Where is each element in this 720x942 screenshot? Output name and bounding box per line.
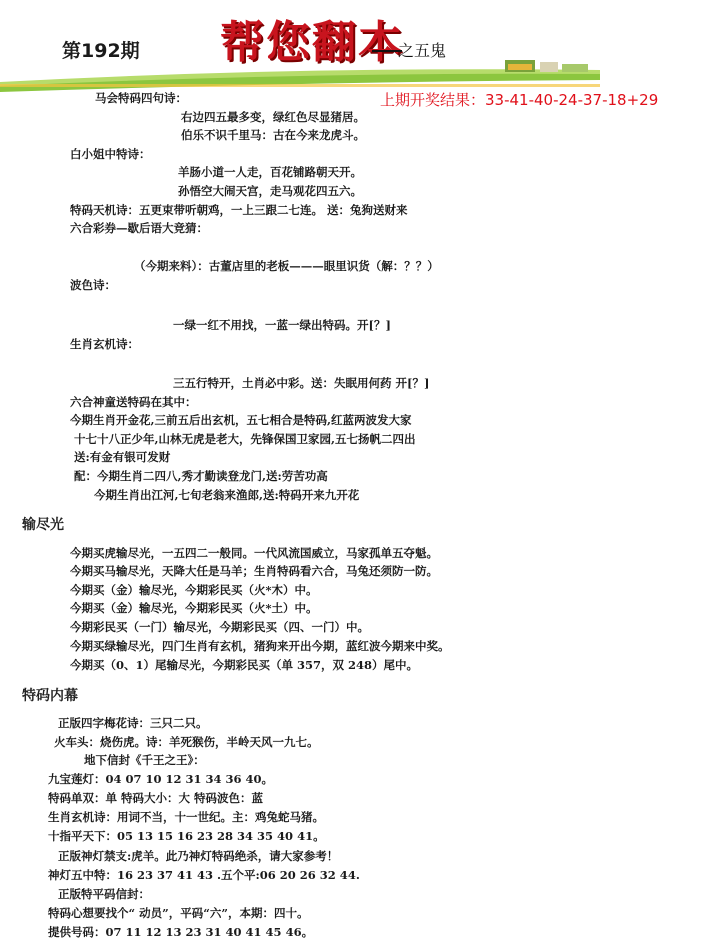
- text-line: 生肖玄机诗：用词不当，十一世纪。主：鸡兔蛇马猪。: [48, 810, 324, 824]
- text-line: 白小姐中特诗：: [70, 147, 151, 161]
- page-title: 帮您翻本: [220, 17, 404, 68]
- text-line: 今期彩民买（一门）输尽光，今期彩民买（四、一门）中。: [70, 620, 369, 634]
- text-line: 正版四字梅花诗：三只二只。: [58, 716, 208, 730]
- text-line: 配：今期生肖二四八,秀才勤读登龙门,送:劳苦功高: [74, 469, 328, 483]
- text-line: 今期买绿输尽光，四门生肖有玄机，猪狗来开出今期，蓝红波今期来中奖。: [70, 639, 450, 653]
- text-line: 特码心想要找个“ 动员”，平码“六”，本期：四十。: [48, 906, 309, 920]
- text-line: 火车头：烧伤虎。诗：羊死猴伤，半岭天风一九七。: [54, 735, 319, 749]
- text-line: 羊肠小道一人走，百花铺路朝天开。: [178, 165, 362, 179]
- text-line: 特码单双：单 特码大小：大 特码波色：蓝: [48, 791, 264, 805]
- text-line: 三五行特开，土肖必中彩。送：失眠用何药 开[？]: [173, 376, 430, 390]
- text-line: 马会特码四句诗：: [95, 91, 187, 105]
- issue-number: 第192期: [62, 40, 140, 62]
- text-line: 生肖玄机诗：: [70, 337, 139, 351]
- banner-decoration: [0, 56, 600, 92]
- text-line: 提供号码：07 11 12 13 23 31 40 41 45 46。: [48, 925, 314, 939]
- text-line: 正版神灯禁支:虎羊。此乃神灯特码绝杀，请大家参考！: [58, 849, 339, 863]
- last-draw-result: 上期开奖结果：33-41-40-24-37-18+29: [380, 91, 659, 109]
- text-line: 孙悟空大闹天宫，走马观花四五六。: [178, 184, 362, 198]
- text-line: 特码天机诗：五更束带听朝鸡，一上三跟二七连。 送：兔狗送财来: [70, 203, 408, 217]
- text-line: 今期买（金）输尽光，今期彩民买（火*木）中。: [70, 583, 318, 597]
- text-line: 今期买（金）输尽光，今期彩民买（火*土）中。: [70, 601, 318, 615]
- text-line: 今期生肖开金花,三前五后出玄机，五七相合是特码,红蓝两波发大家: [70, 413, 412, 427]
- text-line: 九宝莲灯：04 07 10 12 31 34 36 40。: [48, 772, 274, 786]
- text-line: 今期买虎输尽光，一五四二一般同。一代风流国威立，马家孤单五夺魁。: [70, 546, 438, 560]
- text-line: 波色诗：: [70, 278, 116, 292]
- page-subtitle: 之五鬼: [398, 41, 447, 60]
- text-line: 右边四五最多变，绿红色尽显猪居。: [181, 110, 365, 124]
- text-line: 今期生肖出江河,七旬老翁来渔郎,送:特码开来九开花: [94, 488, 360, 502]
- text-line: 六合神童送特码在其中：: [70, 395, 197, 409]
- text-line: 伯乐不识千里马：古在今来龙虎斗。: [181, 128, 365, 142]
- text-line: 送:有金有银可发财: [74, 450, 171, 464]
- text-line: 六合彩券—歇后语大竞猜：: [70, 221, 208, 235]
- text-line: 十指平天下：05 13 15 16 23 28 34 35 40 41。: [48, 829, 325, 843]
- text-line: 十七十八正少年,山林无虎是老大，先锋保国卫家园,五七扬帆二四出: [74, 432, 416, 446]
- section-heading-lose: 输尽光: [22, 517, 64, 533]
- text-line: 今期买（0、1）尾输尽光，今期彩民买（单 357，双 248）尾中。: [70, 658, 419, 672]
- text-line: 正版特平码信封：: [58, 887, 150, 901]
- text-line: 一绿一红不用找，一蓝一绿出特码。开[？]: [173, 318, 391, 332]
- text-line: 今期买马输尽光，天降大任是马羊；生肖特码看六合，马兔还须防一防。: [70, 564, 438, 578]
- text-line: 地下信封《千王之王》：: [84, 753, 205, 767]
- section-heading-inside: 特码内幕: [22, 688, 78, 704]
- text-line: 神灯五中特：16 23 37 41 43 .五个平:06 20 26 32 44.: [48, 868, 360, 882]
- text-line: （今期来料）：古董店里的老板———眼里识货（解：？？）: [134, 259, 439, 273]
- house-icon: [505, 60, 588, 72]
